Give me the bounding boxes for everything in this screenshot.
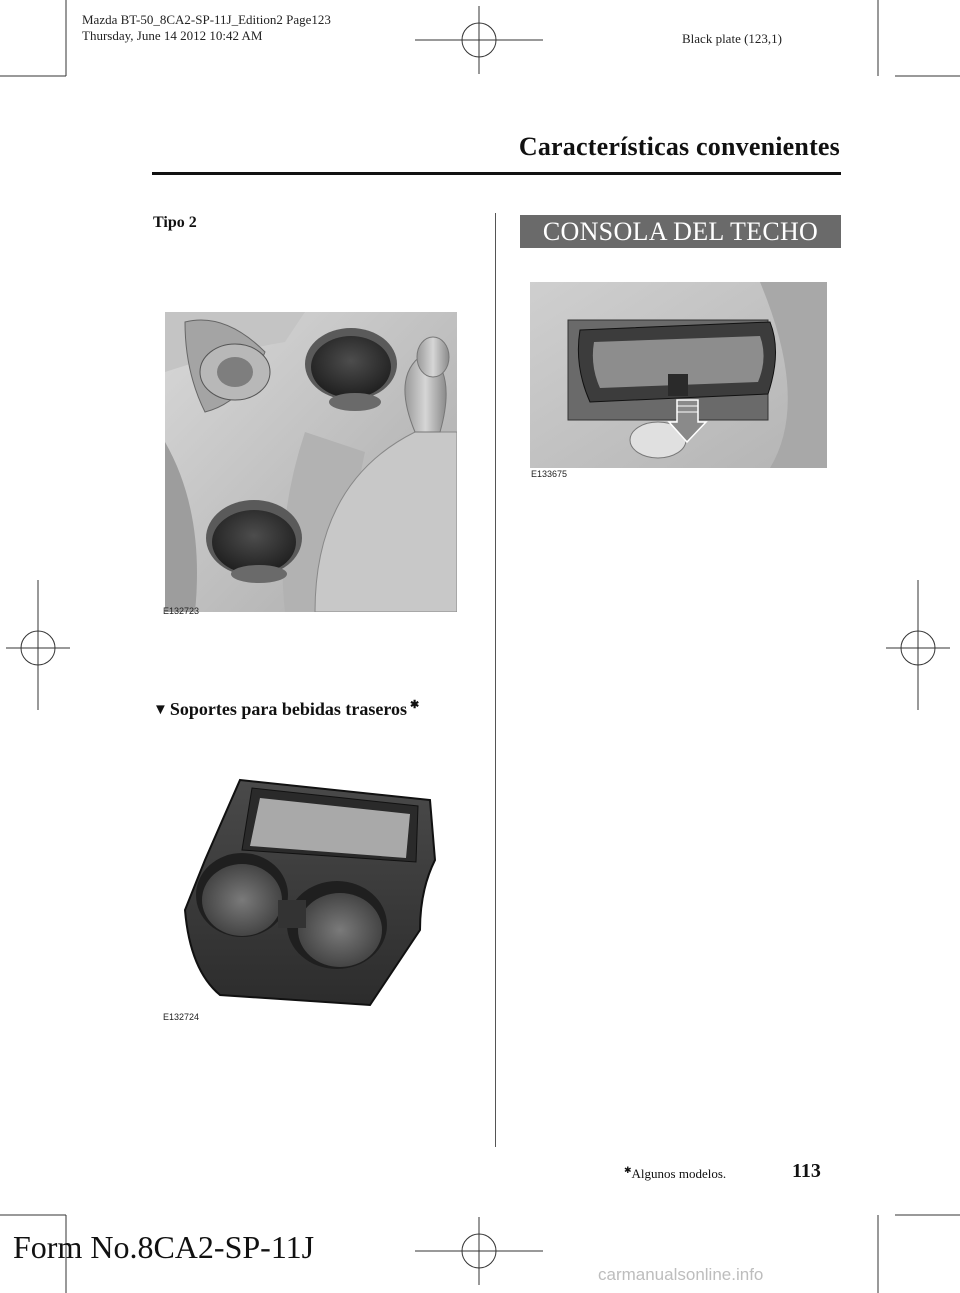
crosshair-target-bottom	[415, 1217, 543, 1285]
figure2-code: E132724	[163, 1012, 200, 1022]
down-triangle-icon: ▼	[153, 702, 168, 718]
header-rule	[152, 172, 841, 175]
footnote-text: Algunos modelos.	[631, 1166, 727, 1181]
rear-cupholders-illustration	[180, 770, 438, 1010]
asterisk-icon: ✱	[624, 1165, 632, 1175]
overhead-console-illustration	[530, 282, 827, 468]
print-meta-line2: Thursday, June 14 2012 10:42 AM	[82, 28, 263, 43]
subheading-rear-cupholders	[153, 699, 419, 720]
figure1-code: E132723	[163, 606, 200, 616]
crosshair-target-left	[6, 580, 70, 710]
tipo-label: Tipo 2	[153, 214, 197, 231]
crosshair-target-right	[886, 580, 950, 710]
footnote	[624, 1166, 726, 1182]
watermark-link[interactable]: carmanualsonline.info	[598, 1265, 764, 1284]
console-section-band: CONSOLA DEL TECHO	[520, 215, 841, 248]
subheading-text: Soportes para bebidas traseros	[169, 699, 408, 719]
crosshair-target-top	[415, 6, 543, 74]
figure3-code: E133675	[531, 469, 568, 479]
form-number: Form No.8CA2-SP-11J	[13, 1229, 315, 1265]
section-title: Características convenientes	[518, 132, 840, 161]
column-divider	[495, 213, 496, 1147]
plate-label: Black plate (123,1)	[682, 31, 782, 46]
asterisk-icon: ✱	[410, 699, 420, 711]
front-cupholders-illustration	[165, 312, 457, 612]
page-number: 113	[792, 1160, 821, 1182]
print-metadata	[82, 12, 331, 44]
print-meta-line1: Mazda BT-50_8CA2-SP-11J_Edition2 Page123	[82, 12, 331, 27]
